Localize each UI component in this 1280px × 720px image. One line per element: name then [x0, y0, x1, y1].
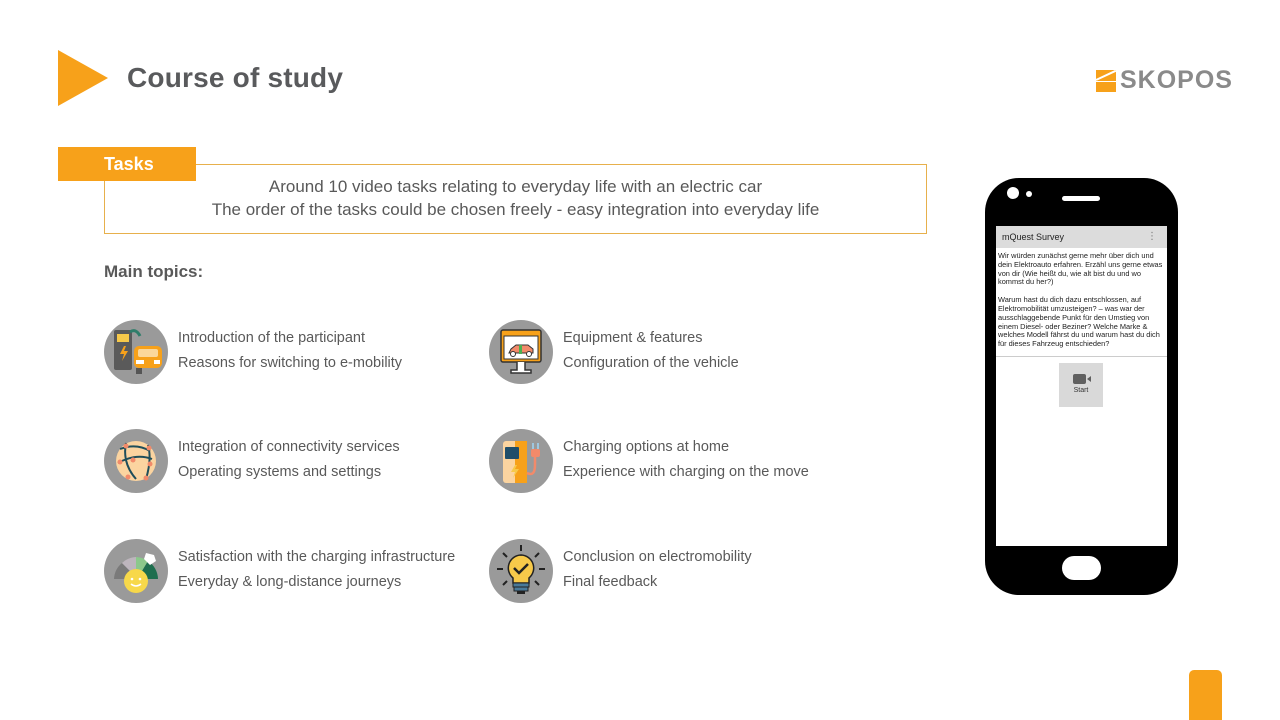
topic-line-1: Equipment & features: [563, 330, 703, 346]
tasks-box: [104, 164, 927, 234]
logo-mark-icon: [1096, 70, 1116, 92]
topic-line-2: Configuration of the vehicle: [563, 355, 739, 371]
survey-paragraph-2: Warum hast du dich dazu entschlossen, auf Elektromobilität umzusteigen? – was war der ausschlaggebende Punkt für den Umstieg von einem Diesel- oder Beziner? Welche Marke & welches Modell fährst du und warum hast du dich für dieses Fahrzeug entschieden?: [998, 295, 1160, 349]
page-title: Course of study: [127, 62, 344, 93]
topic-item: [104, 539, 455, 603]
app-title: mQuest Survey: [1002, 232, 1065, 242]
topic-line-2: Everyday & long-distance journeys: [178, 574, 402, 590]
topic-line-1: Introduction of the participant: [178, 330, 366, 346]
topic-item: [489, 320, 739, 384]
topic-item: [489, 429, 809, 493]
topic-line-1: Charging options at home: [563, 439, 730, 455]
survey-paragraph-1: Wir würden zunächst gerne mehr über dich und dein Elektroauto erfahren. Erzähl uns gerne etwas von dir (Wie heißt du, wie alt bist du und wo kommst du her?): [998, 251, 1163, 287]
topic-line-1: Conclusion on electromobility: [563, 549, 752, 565]
tasks-description-line-1: Around 10 video tasks relating to everyday life with an electric car: [268, 177, 763, 196]
topic-line-2: Reasons for switching to e-mobility: [178, 355, 403, 371]
skopos-logo: [1096, 66, 1233, 95]
tasks-label: Tasks: [58, 147, 196, 181]
play-triangle-icon: [58, 50, 108, 106]
start-label: Start: [1073, 387, 1089, 394]
network-globe-icon: [104, 429, 168, 493]
topic-line-2: Operating systems and settings: [178, 464, 382, 480]
corner-accent-tab: [1189, 670, 1222, 720]
app-bar: [996, 226, 1167, 248]
topic-item: [489, 539, 752, 603]
start-video-button[interactable]: [1059, 363, 1103, 407]
speaker-grille: [1062, 196, 1100, 201]
monitor-car-icon: [489, 320, 553, 384]
topic-line-2: Experience with charging on the move: [563, 464, 809, 480]
home-button: [1062, 556, 1101, 580]
charging-plug-icon: [489, 429, 553, 493]
topic-item: [104, 320, 402, 384]
lightbulb-check-icon: [489, 539, 553, 603]
charging-station-car-icon: [104, 320, 168, 384]
sensor-icon: [1026, 191, 1032, 197]
camera-icon: [1007, 187, 1019, 199]
phone-screen: [996, 226, 1167, 546]
survey-question: [996, 248, 1167, 357]
overflow-menu-icon[interactable]: ⋮: [1147, 231, 1157, 242]
main-topics-heading: Main topics:: [104, 262, 204, 281]
video-camera-icon: [1073, 374, 1086, 384]
topic-line-1: Satisfaction with the charging infrastructure: [178, 549, 456, 565]
topic-line-1: Integration of connectivity services: [178, 439, 400, 455]
tasks-description-line-2: The order of the tasks could be chosen freely - easy integration into everyday life: [211, 200, 820, 219]
logo-text: SKOPOS: [1120, 66, 1233, 94]
phone-mockup: [985, 178, 1178, 595]
topic-item: [104, 429, 400, 493]
satisfaction-gauge-icon: [104, 539, 168, 603]
topic-line-2: Final feedback: [563, 574, 658, 590]
